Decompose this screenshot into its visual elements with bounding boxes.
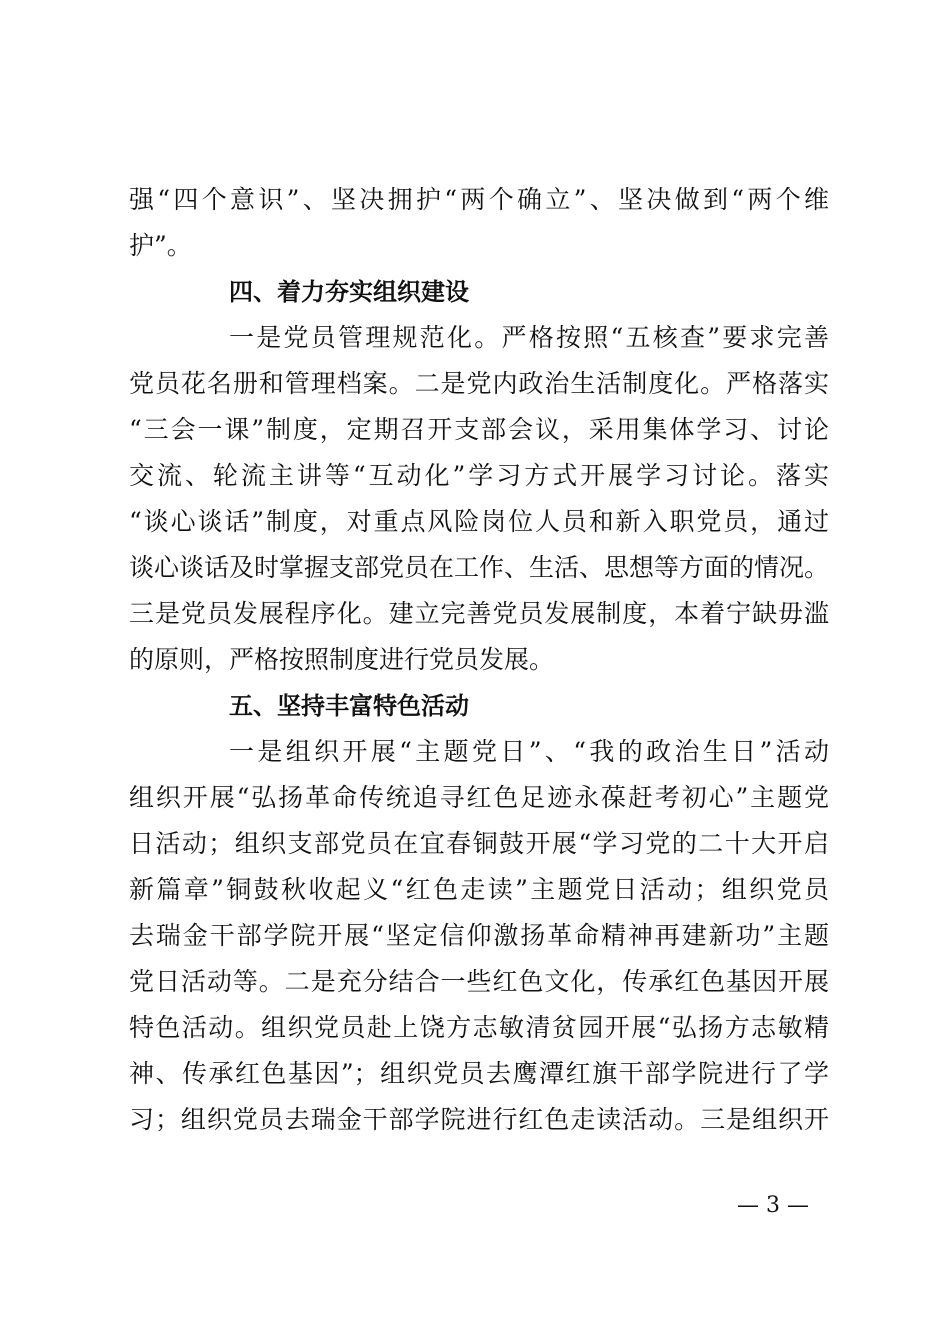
text-line: 习；组织党员去瑞金干部学院进行红色走读活动。三是组织开 <box>129 1105 829 1134</box>
section-heading-4 <box>129 269 829 315</box>
text-line: 一是党员管理规范化。严格按照“五核查”要求完善 <box>229 323 829 352</box>
paragraph-organization-building <box>129 315 829 683</box>
paragraph-featured-activities <box>129 729 829 1143</box>
text-line: 一是组织开展“主题党日”、“我的政治生日”活动 <box>229 737 829 766</box>
text-line: 特色活动。组织党员赴上饶方志敏清贫园开展“弘扬方志敏精 <box>129 1013 829 1042</box>
text-line: “谈心谈话”制度，对重点风险岗位人员和新入职党员，通过 <box>129 507 829 536</box>
text-line: 护”。 <box>129 231 192 260</box>
page-number: — 3 — <box>737 1193 809 1218</box>
text-line: 党员花名册和管理档案。二是党内政治生活制度化。严格落实 <box>129 369 829 398</box>
text-line: 谈心谈话及时掌握支部党员在工作、生活、思想等方面的情况。 <box>129 553 829 582</box>
text-line: 三是党员发展程序化。建立完善党员发展制度，本着宁缺毋滥 <box>129 599 829 628</box>
text-line: 交流、轮流主讲等“互动化”学习方式开展学习讨论。落实 <box>129 461 829 490</box>
section-heading-5 <box>129 683 829 729</box>
text-line: 去瑞金干部学院开展“坚定信仰激扬革命精神再建新功”主题 <box>129 921 829 950</box>
text-line: 新篇章”铜鼓秋收起义“红色走读”主题党日活动；组织党员 <box>129 875 829 904</box>
text-line: 党日活动等。二是充分结合一些红色文化，传承红色基因开展 <box>129 967 829 996</box>
text-line: 日活动；组织支部党员在宜春铜鼓开展“学习党的二十大开启 <box>129 829 829 858</box>
text-line: 神、传承红色基因”；组织党员去鹰潭红旗干部学院进行了学 <box>129 1059 829 1088</box>
section-heading-text: 五、坚持丰富特色活动 <box>229 692 469 720</box>
text-line: 的原则，严格按照制度进行党员发展。 <box>129 645 555 674</box>
text-line: 组织开展“弘扬革命传统追寻红色足迹永葆赶考初心”主题党 <box>129 783 829 812</box>
paragraph-previous-continuation <box>129 177 829 269</box>
text-line: 强“四个意识”、坚决拥护“两个确立”、坚决做到“两个维 <box>129 185 829 214</box>
section-heading-text: 四、着力夯实组织建设 <box>229 278 469 306</box>
text-line: “三会一课”制度，定期召开支部会议，采用集体学习、讨论 <box>129 415 829 444</box>
